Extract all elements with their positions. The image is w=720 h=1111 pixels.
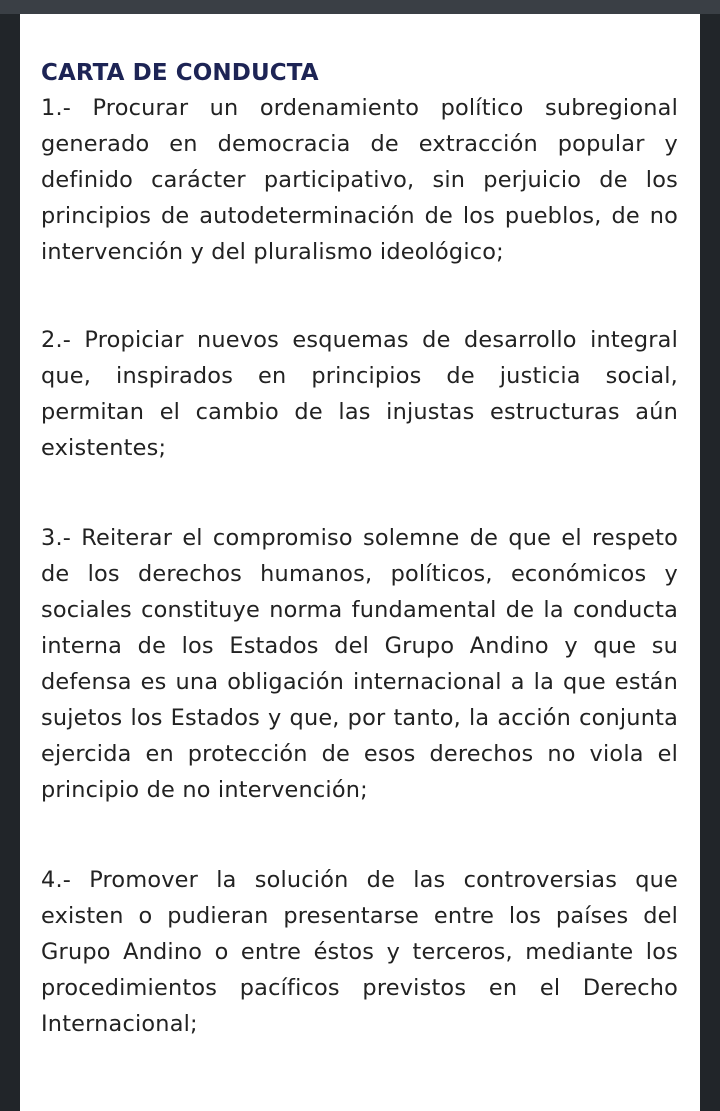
document-card	[20, 14, 700, 1111]
paragraph-3: 3.- Reiterar el compromiso solemne de que el respeto de los derechos humanos, políticos, económicos y sociales constituye norma fundamental de la conducta interna de los Estados del Grupo Andino y que su defensa es una obligación internacional a la que están sujetos los Estados y que, por tanto, la acción conjunta ejercida en protección de esos derechos no viola el principio de no intervención;	[41, 525, 678, 803]
paragraph-spacer	[41, 270, 678, 322]
paragraph-spacer	[41, 466, 678, 520]
top-bar	[0, 0, 720, 14]
document-title: CARTA DE CONDUCTA	[41, 60, 319, 86]
paragraph-2: 2.- Propiciar nuevos esquemas de desarrollo integral que, inspirados en principios de justicia social, permitan el cambio de las injustas estructuras aún existentes;	[41, 327, 678, 461]
paragraph-1: 1.- Procurar un ordenamiento político subregional generado en democracia de extracción popular y definido carácter participativo, sin perjuicio de los principios de autodeterminación de los pueblos, de no intervención y del pluralismo ideológico;	[41, 95, 678, 265]
paragraph-4: 4.- Promover la solución de las controversias que existen o pudieran presentarse entre los países del Grupo Andino o entre éstos y terceros, mediante los procedimientos pacíficos previstos en el Derecho Internacional;	[41, 867, 678, 1037]
paragraph-spacer	[41, 808, 678, 862]
